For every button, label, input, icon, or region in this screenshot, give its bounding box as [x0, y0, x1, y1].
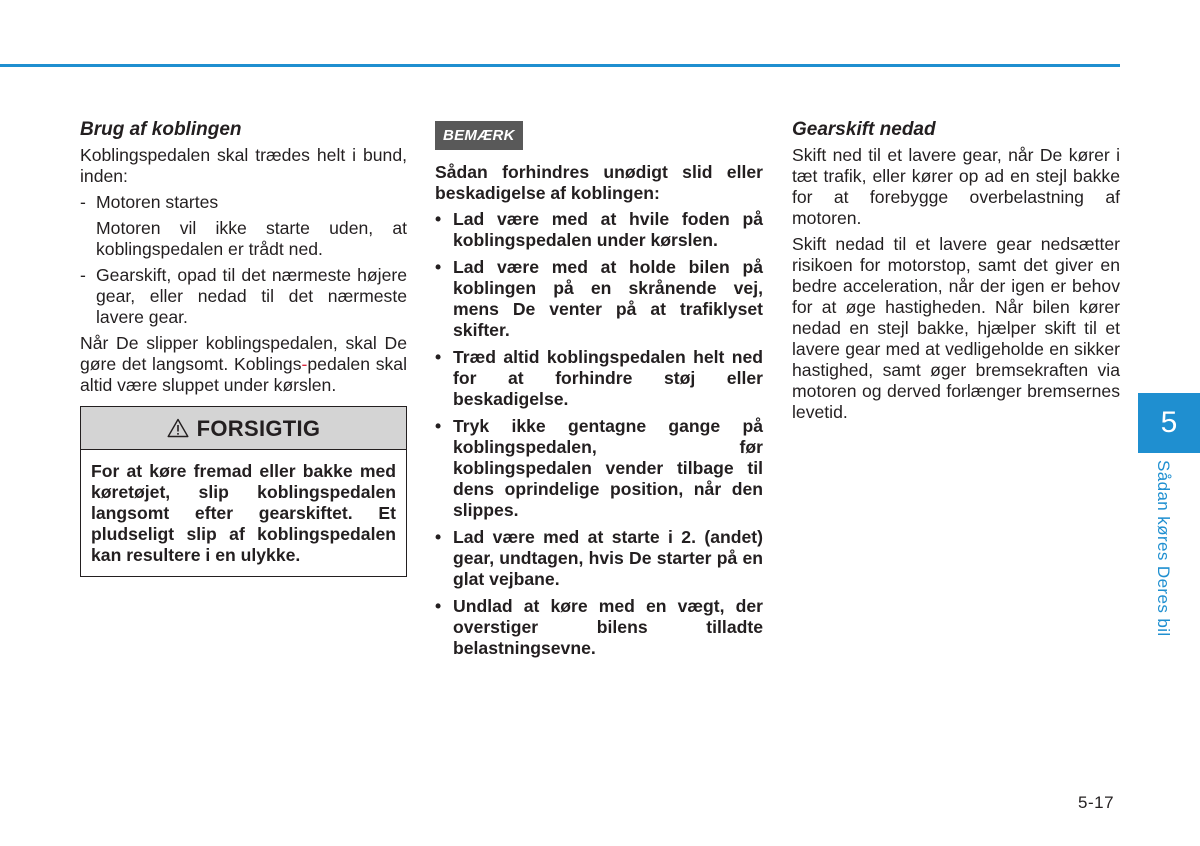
note-tag: BEMÆRK [435, 121, 523, 150]
intro-paragraph: Koblingspedalen skal trædes helt i bund, inden: [80, 145, 407, 186]
column-left [80, 114, 407, 577]
bullet-marker: • [435, 347, 442, 367]
column-right [792, 114, 1120, 428]
warning-triangle-icon [167, 418, 189, 438]
caution-box [80, 406, 407, 577]
list-item-subtext: Motoren vil ikke starte uden, at koblingspedalen er trådt ned. [96, 218, 407, 259]
bullet-text: Lad være med at starte i 2. (andet) gear, undtagen, hvis De starter på en glat vejbane. [453, 527, 763, 589]
column-middle [435, 114, 763, 665]
note-bullet-list [435, 209, 763, 659]
release-text-part-a: Når De slipper koblingspedalen, skal De gøre det langsomt. Koblings [80, 333, 407, 374]
paragraph: Skift ned til et lavere gear, når De kører i tæt trafik, eller kører op ad en stejl bakke for at forebygge overbelastning af motoren. [792, 145, 1120, 228]
bullet-text: Undlad at køre med en vægt, der overstiger bilens tilladte belastningsevne. [453, 596, 763, 658]
list-item-text: Motoren startes [96, 192, 219, 212]
caution-title: FORSIGTIG [196, 415, 321, 441]
list-item [435, 257, 763, 341]
caution-header [81, 407, 406, 450]
list-item [435, 527, 763, 590]
bullet-text: Lad være med at holde bilen på koblingen på en skrånende vej, mens De venter på at trafiklyset skifter. [453, 257, 763, 340]
chapter-tab: 5 [1138, 393, 1200, 453]
paragraph: Skift nedad til et lavere gear nedsætter risikoen for motorstop, samt det giver en bedre acceleration, når der igen er behov for at øge hastigheden. Når bilen kører nedad en stejl bakke, hjælper skift til et lavere gear med at vedligeholde en sikker hastighed, samt øger bremsekraften via motoren og derved forlænger bremsernes levetid. [792, 234, 1120, 422]
bullet-text: Lad være med at hvile foden på koblingspedalen under kørslen. [453, 209, 763, 250]
list-item [435, 347, 763, 410]
list-item [435, 416, 763, 521]
bullet-text: Træd altid koblingspedalen helt ned for at forhindre støj eller beskadigelse. [453, 347, 763, 409]
release-paragraph [80, 333, 407, 396]
hyphen-mark: - [301, 354, 308, 374]
note-title: Sådan forhindres unødigt slid eller beskadigelse af koblingen: [435, 162, 763, 203]
bullet-marker: • [435, 257, 442, 277]
list-item [435, 596, 763, 659]
list-item-text: Gearskift, opad til det nærmeste højere gear, eller nedad til det nærmeste lavere gear. [96, 265, 407, 327]
bullet-marker: • [435, 209, 442, 229]
bullet-text: Tryk ikke gentagne gange på koblingspedalen, før koblingspedalen vender tilbage til dens oprindelige position, når den slippes. [453, 416, 763, 520]
release-text-part-b: pedalen skal altid være sluppet under kørslen. [80, 354, 407, 395]
list-item [435, 209, 763, 251]
section-heading-clutch: Brug af koblingen [80, 119, 242, 140]
bullet-marker: • [435, 596, 442, 616]
top-rule [0, 64, 1120, 67]
list-item [80, 265, 407, 328]
list-item [80, 192, 407, 260]
dash-marker: - [80, 192, 86, 212]
chapter-title: Sådan køres Deres bil [1154, 460, 1173, 637]
bullet-marker: • [435, 416, 442, 436]
caution-body: For at køre fremad eller bakke med køretøjet, slip koblingspedalen langsomt efter gearskiftet. Et pludseligt slip af koblingspedalen kan resultere i en ulykke. [91, 461, 396, 565]
page-number: 5-17 [1078, 793, 1115, 812]
dash-marker: - [80, 265, 86, 285]
section-heading-downshift: Gearskift nedad [792, 119, 936, 140]
bullet-marker: • [435, 527, 442, 547]
